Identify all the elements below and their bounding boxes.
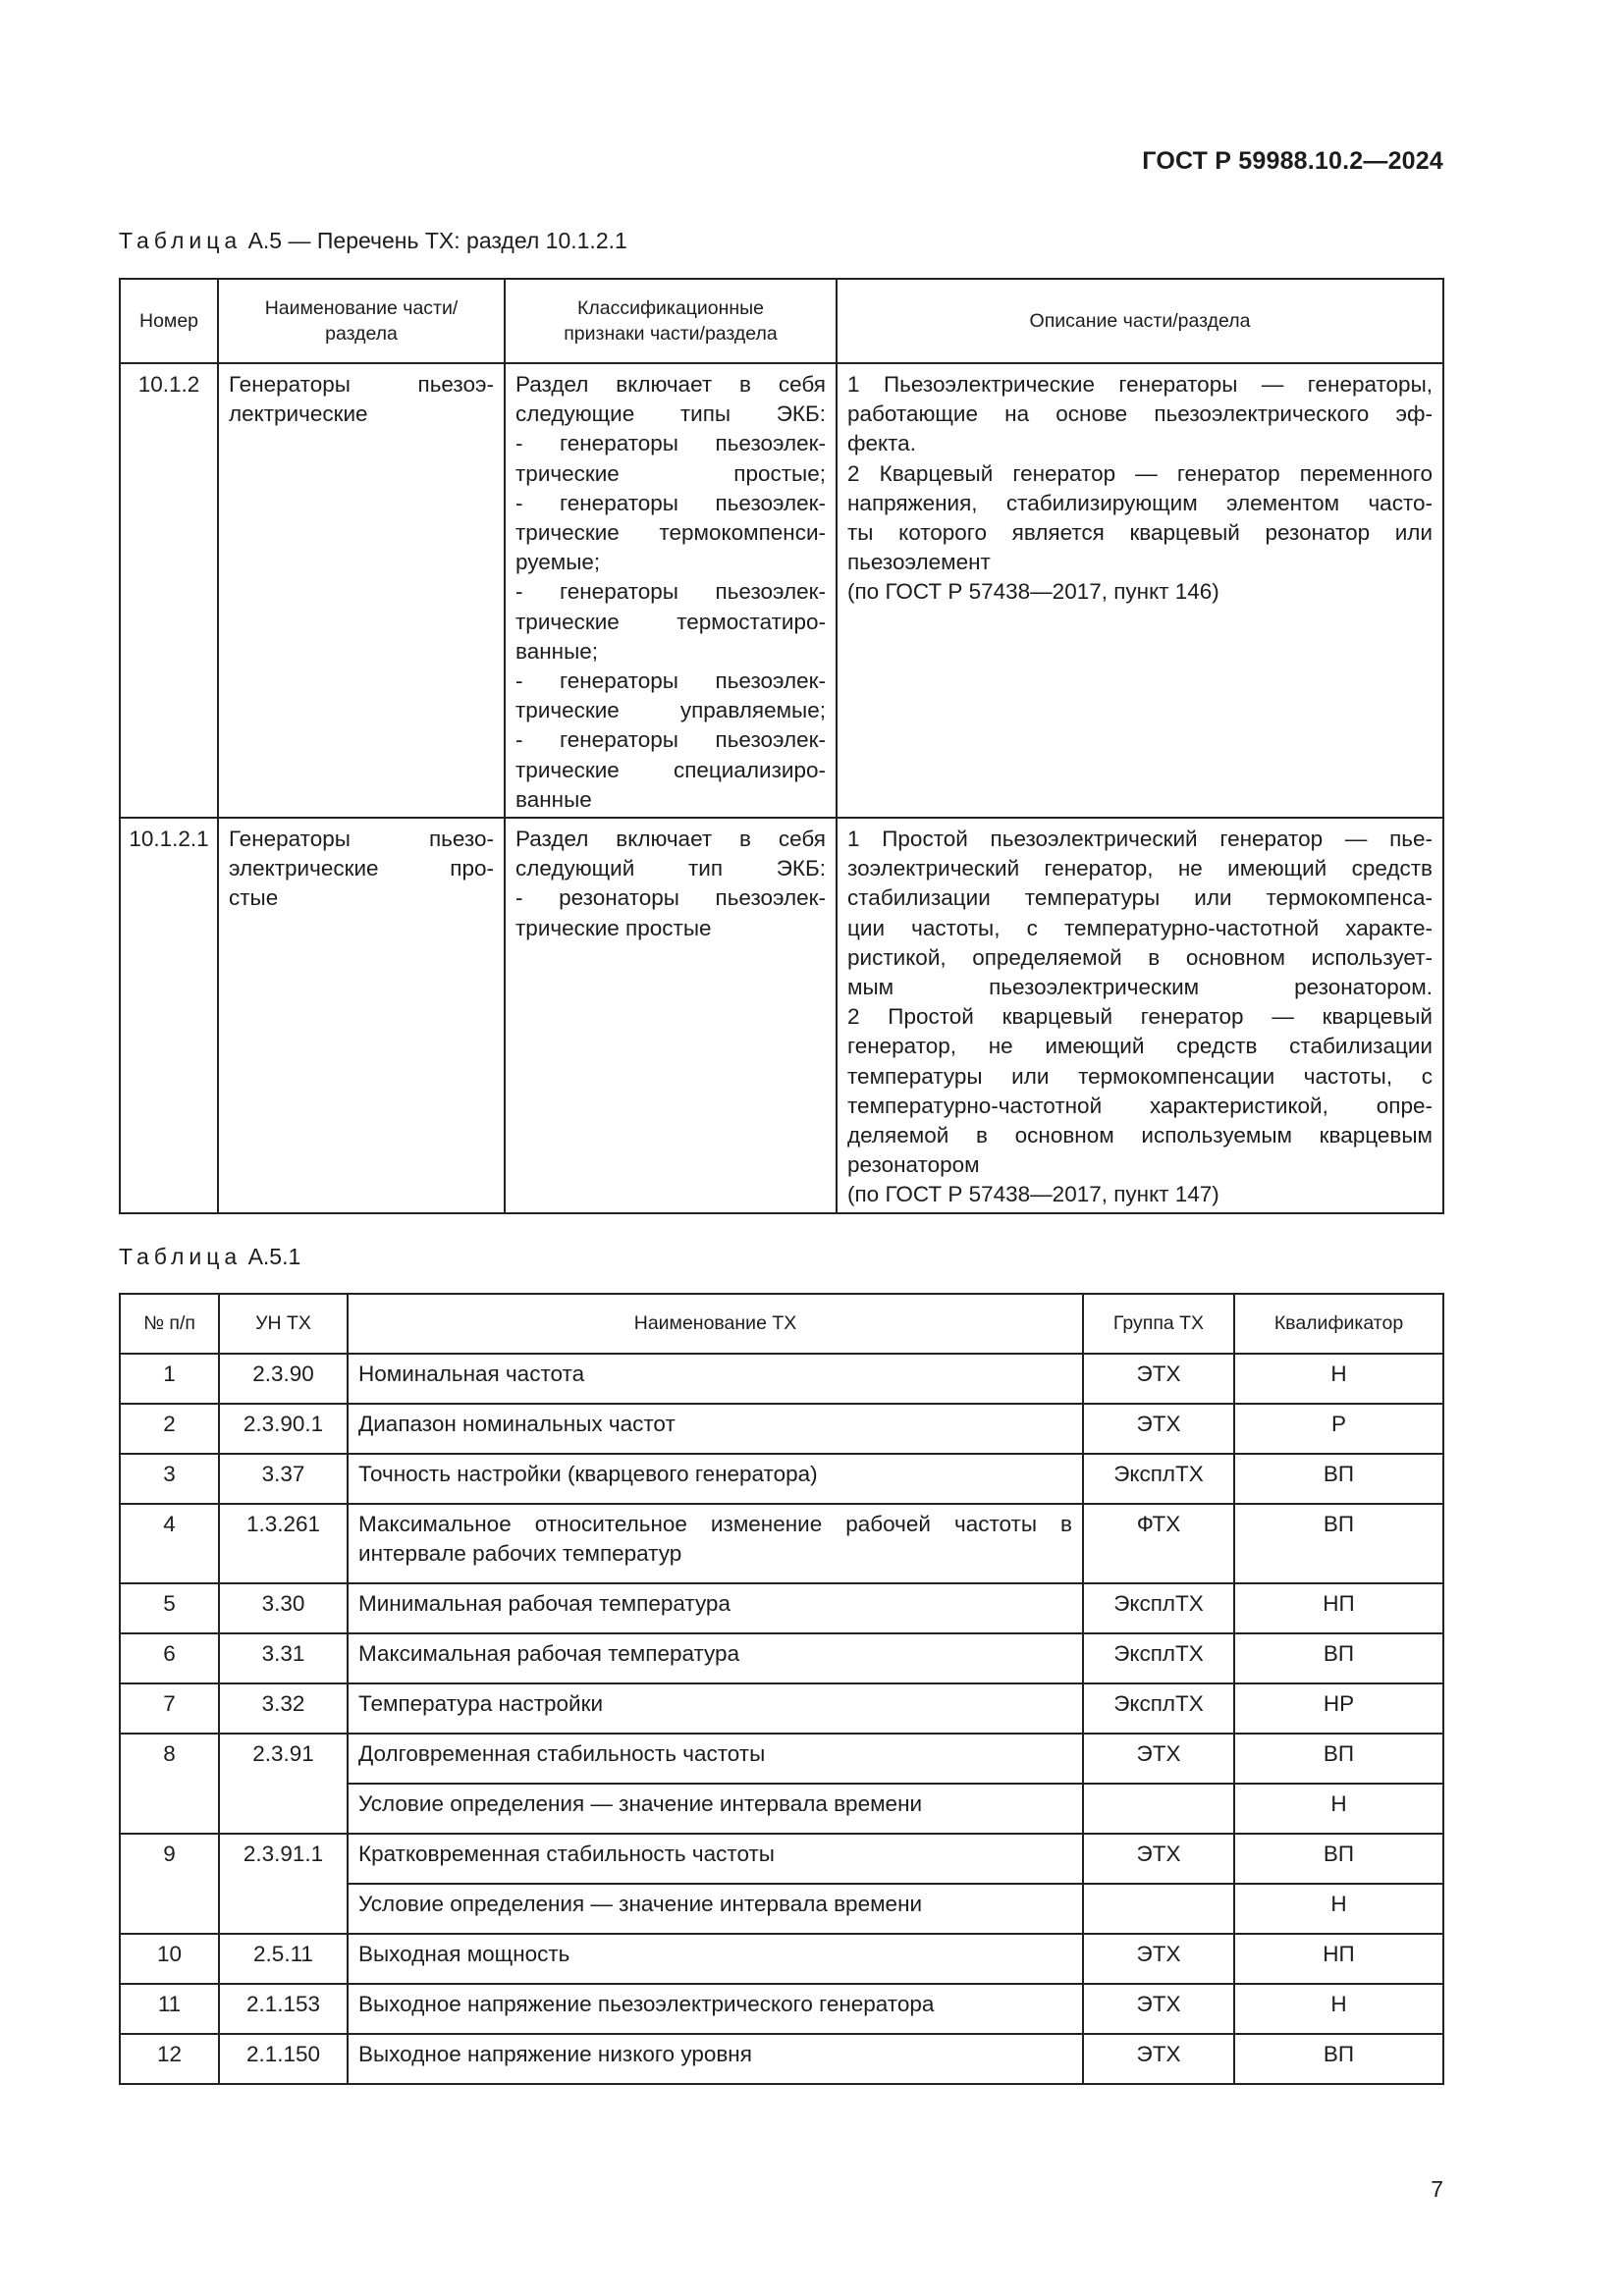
table-a51-row xyxy=(120,1354,1443,1404)
part-name-line: Генераторы пьезо- xyxy=(229,827,494,852)
header-classification xyxy=(505,279,837,363)
description-line: (по ГОСТ Р 57438—2017, пункт 147) xyxy=(847,1182,1219,1207)
description-line: работающие на основе пьезоэлектрического эф- xyxy=(847,401,1433,427)
header-un-tx: УН ТХ xyxy=(219,1294,348,1354)
part-name-line: лектрические xyxy=(229,401,368,427)
un-tx-cell: 1.3.261 xyxy=(219,1504,348,1583)
qualifier-cell: ВП xyxy=(1234,1454,1443,1504)
table-a5 xyxy=(119,278,1444,1214)
description-line: напряжения, стабилизирующим элементом часто- xyxy=(847,490,1433,515)
tx-group-cell: ЭксплТХ xyxy=(1083,1683,1234,1734)
description-line: 2 Простой кварцевый генератор — кварцевый xyxy=(847,1004,1433,1030)
tx-name-cell: Выходное напряжение низкого уровня xyxy=(348,2034,1083,2084)
row-number-cell: 5 xyxy=(120,1583,219,1633)
table-a51-row xyxy=(120,1404,1443,1454)
classification-line: - генераторы пьезоэлек- xyxy=(515,490,826,515)
un-tx-cell: 2.3.90.1 xyxy=(219,1404,348,1454)
table-a51-row xyxy=(120,2034,1443,2084)
classification-line: - генераторы пьезоэлек- xyxy=(515,668,826,694)
qualifier-cell: НП xyxy=(1234,1934,1443,1984)
table-a51-row xyxy=(120,1934,1443,1984)
tx-condition-cell: Условие определения — значение интервала времени xyxy=(348,1784,1083,1834)
tx-group-cell: ЭТХ xyxy=(1083,1354,1234,1404)
part-name-cell xyxy=(218,363,505,818)
tx-name-cell: Номинальная частота xyxy=(348,1354,1083,1404)
qualifier-cell: Р xyxy=(1234,1404,1443,1454)
table-a51 xyxy=(119,1293,1444,2085)
row-number-cell: 2 xyxy=(120,1404,219,1454)
classification-line: следующий тип ЭКБ: xyxy=(515,856,826,881)
classification-cell xyxy=(505,363,837,818)
row-number-cell: 3 xyxy=(120,1454,219,1504)
row-number-cell: 8 xyxy=(120,1734,219,1834)
table-a51-caption-prefix: Таблица xyxy=(119,1244,243,1269)
classification-line: Раздел включает в себя xyxy=(515,827,826,852)
tx-group-cell: ЭТХ xyxy=(1083,1404,1234,1454)
description-cell xyxy=(837,363,1443,818)
tx-name-cell xyxy=(348,1504,1083,1583)
tx-name-line: интервале рабочих температур xyxy=(358,1541,682,1567)
row-number-cell: 10 xyxy=(120,1934,219,1984)
classification-line: руемые; xyxy=(515,550,601,575)
un-tx-cell: 2.3.91.1 xyxy=(219,1834,348,1934)
classification-line: следующие типы ЭКБ: xyxy=(515,401,826,427)
description-line: стабилизации температуры или термокомпенса- xyxy=(847,885,1433,911)
table-a5-row xyxy=(120,818,1443,1213)
header-tx-name: Наименование ТХ xyxy=(348,1294,1083,1354)
qualifier-cell: НР xyxy=(1234,1683,1443,1734)
table-a51-row xyxy=(120,1984,1443,2034)
description-line: 1 Простой пьезоэлектрический генератор — пье- xyxy=(847,827,1433,852)
description-line: температуры или термокомпенсации частоты, с xyxy=(847,1063,1433,1089)
un-tx-cell: 2.3.90 xyxy=(219,1354,348,1404)
un-tx-cell: 2.1.150 xyxy=(219,2034,348,2084)
description-line: мым пьезоэлектрическим резонатором. xyxy=(847,975,1433,1000)
description-line: 1 Пьезоэлектрические генераторы — генераторы, xyxy=(847,372,1433,397)
qualifier-cell: ВП xyxy=(1234,2034,1443,2084)
description-line: деляемой в основном используемым кварцевым xyxy=(847,1123,1433,1148)
classification-line: трические простые; xyxy=(515,460,826,486)
tx-name-cell: Минимальная рабочая температура xyxy=(348,1583,1083,1633)
table-a51-caption xyxy=(119,1244,300,1270)
un-tx-cell: 3.30 xyxy=(219,1583,348,1633)
row-number-cell: 6 xyxy=(120,1633,219,1683)
table-a51-row xyxy=(120,1633,1443,1683)
classification-line: ванные; xyxy=(515,638,599,664)
tx-name-cell: Диапазон номинальных частот xyxy=(348,1404,1083,1454)
tx-group-cell: ЭксплТХ xyxy=(1083,1633,1234,1683)
header-row-number: № п/п xyxy=(120,1294,219,1354)
un-tx-cell: 2.5.11 xyxy=(219,1934,348,1984)
classification-line: - резонаторы пьезоэлек- xyxy=(515,885,826,911)
description-line: резонатором xyxy=(847,1152,980,1178)
qualifier-cell: ВП xyxy=(1234,1633,1443,1683)
classification-cell xyxy=(505,818,837,1213)
table-a5-caption-prefix: Таблица xyxy=(119,228,243,253)
classification-line: трические термостатиро- xyxy=(515,609,826,634)
tx-group-cell: ЭТХ xyxy=(1083,1984,1234,2034)
classification-line: - генераторы пьезоэлек- xyxy=(515,727,826,753)
table-a51-row xyxy=(120,1734,1443,1784)
section-number-cell: 10.1.2 xyxy=(120,363,218,818)
tx-condition-cell: Условие определения — значение интервала времени xyxy=(348,1884,1083,1934)
header-part-name xyxy=(218,279,505,363)
row-number-cell: 4 xyxy=(120,1504,219,1583)
tx-name-cell: Точность настройки (кварцевого генератора) xyxy=(348,1454,1083,1504)
classification-line: - генераторы пьезоэлек- xyxy=(515,431,826,456)
un-tx-cell: 3.37 xyxy=(219,1454,348,1504)
un-tx-cell: 2.1.153 xyxy=(219,1984,348,2034)
tx-name-cell: Максимальная рабочая температура xyxy=(348,1633,1083,1683)
header-number: Номер xyxy=(120,279,218,363)
classification-line: трические термокомпенси- xyxy=(515,520,826,546)
qualifier-cell: НП xyxy=(1234,1583,1443,1633)
classification-line: трические специализиро- xyxy=(515,757,826,782)
tx-name-cell: Долговременная стабильность частоты xyxy=(348,1734,1083,1784)
tx-name-cell: Выходное напряжение пьезоэлектрического генератора xyxy=(348,1984,1083,2034)
row-number-cell: 7 xyxy=(120,1683,219,1734)
tx-group-cell xyxy=(1083,1884,1234,1934)
qualifier-cell: ВП xyxy=(1234,1734,1443,1784)
description-line: ты которого является кварцевый резонатор или xyxy=(847,520,1433,546)
description-line: температурно-частотной характеристикой, опре- xyxy=(847,1093,1433,1118)
header-classification-line: признаки части/раздела xyxy=(564,323,778,345)
header-classification-line: Классификационные xyxy=(576,297,765,319)
table-a51-row xyxy=(120,1683,1443,1734)
description-line: 2 Кварцевый генератор — генератор переменного xyxy=(847,460,1433,486)
tx-name-cell: Температура настройки xyxy=(348,1683,1083,1734)
classification-line: трические управляемые; xyxy=(515,698,826,723)
header-qualifier: Квалификатор xyxy=(1234,1294,1443,1354)
document-code: ГОСТ Р 59988.10.2—2024 xyxy=(1142,147,1443,175)
header-part-name-line: раздела xyxy=(325,323,398,345)
description-line: генератор, не имеющий средств стабилизации xyxy=(847,1034,1433,1059)
tx-name-cell: Выходная мощность xyxy=(348,1934,1083,1984)
table-a51-row xyxy=(120,1834,1443,1884)
description-line: пьезоэлемент xyxy=(847,550,991,575)
tx-group-cell: ФТХ xyxy=(1083,1504,1234,1583)
un-tx-cell: 3.31 xyxy=(219,1633,348,1683)
description-line: ции частоты, с температурно-частотной характе- xyxy=(847,915,1433,940)
part-name-line: электрические про- xyxy=(229,856,494,881)
table-a51-row xyxy=(120,1454,1443,1504)
table-a51-header-row xyxy=(120,1294,1443,1354)
section-number-cell: 10.1.2.1 xyxy=(120,818,218,1213)
description-line: зоэлектрический генератор, не имеющий средств xyxy=(847,856,1433,881)
part-name-cell xyxy=(218,818,505,1213)
un-tx-cell: 2.3.91 xyxy=(219,1734,348,1834)
tx-group-cell: ЭксплТХ xyxy=(1083,1454,1234,1504)
row-number-cell: 1 xyxy=(120,1354,219,1404)
tx-group-cell: ЭТХ xyxy=(1083,1734,1234,1784)
table-a5-caption xyxy=(119,228,627,254)
header-tx-group: Группа ТХ xyxy=(1083,1294,1234,1354)
table-a51-row xyxy=(120,1583,1443,1633)
classification-line: ванные xyxy=(515,786,592,812)
header-description: Описание части/раздела xyxy=(837,279,1443,363)
page-number: 7 xyxy=(1431,2176,1443,2202)
table-a51-row xyxy=(120,1504,1443,1583)
table-a51-caption-title: А.5.1 xyxy=(247,1244,301,1269)
description-line: ристикой, определяемой в основном использует- xyxy=(847,944,1433,970)
tx-group-cell: ЭТХ xyxy=(1083,1934,1234,1984)
table-a5-caption-title: А.5 — Перечень ТХ: раздел 10.1.2.1 xyxy=(247,228,627,253)
description-line: фекта. xyxy=(847,431,916,456)
tx-group-cell xyxy=(1083,1784,1234,1834)
un-tx-cell: 3.32 xyxy=(219,1683,348,1734)
row-number-cell: 11 xyxy=(120,1984,219,2034)
classification-line: - генераторы пьезоэлек- xyxy=(515,579,826,605)
tx-name-cell: Кратковременная стабильность частоты xyxy=(348,1834,1083,1884)
qualifier-cell: ВП xyxy=(1234,1834,1443,1884)
header-part-name-line: Наименование части/ xyxy=(264,297,459,319)
part-name-line: Генераторы пьезоэ- xyxy=(229,372,494,397)
part-name-line: стые xyxy=(229,885,279,911)
qualifier-cell: Н xyxy=(1234,1984,1443,2034)
tx-name-line: Максимальное относительное изменение рабочей частоты в xyxy=(358,1512,1072,1536)
qualifier-cell: ВП xyxy=(1234,1504,1443,1583)
table-a5-row xyxy=(120,363,1443,818)
tx-group-cell: ЭТХ xyxy=(1083,2034,1234,2084)
table-a5-header-row xyxy=(120,279,1443,363)
description-line: (по ГОСТ Р 57438—2017, пункт 146) xyxy=(847,579,1219,605)
row-number-cell: 12 xyxy=(120,2034,219,2084)
classification-line: Раздел включает в себя xyxy=(515,372,826,397)
qualifier-cell: Н xyxy=(1234,1354,1443,1404)
tx-group-cell: ЭТХ xyxy=(1083,1834,1234,1884)
classification-line: трические простые xyxy=(515,915,712,940)
qualifier-cell: Н xyxy=(1234,1784,1443,1834)
description-cell xyxy=(837,818,1443,1213)
qualifier-cell: Н xyxy=(1234,1884,1443,1934)
tx-group-cell: ЭксплТХ xyxy=(1083,1583,1234,1633)
row-number-cell: 9 xyxy=(120,1834,219,1934)
